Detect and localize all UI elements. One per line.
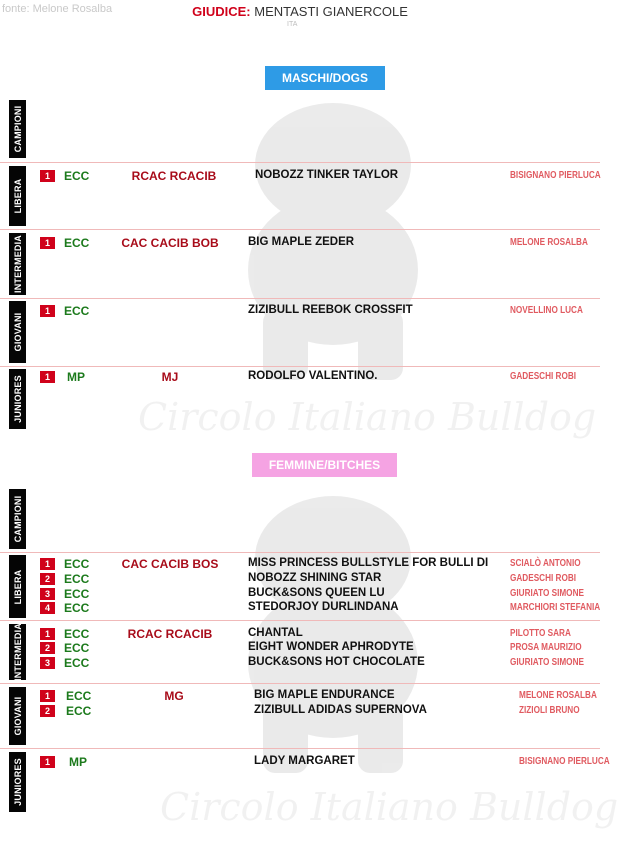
owner-name: NOVELLINO LUCA	[510, 305, 583, 316]
qualification: MP	[67, 370, 85, 384]
class-tab-libera	[9, 555, 26, 618]
rank-badge: 2	[40, 705, 55, 717]
class-tab-giovani	[9, 687, 26, 745]
judge-name: MENTASTI GIANERCOLE	[254, 4, 408, 19]
dog-name: BUCK&SONS HOT CHOCOLATE	[248, 656, 425, 668]
owner-name: MELONE ROSALBA	[510, 237, 588, 248]
qualification: ECC	[66, 689, 92, 703]
rank-badge: 1	[40, 628, 55, 640]
title-award: MG	[164, 689, 184, 703]
owner-name: GIURIATO SIMONE	[510, 588, 584, 599]
class-label: GIOVANI	[12, 312, 23, 352]
dog-name: BIG MAPLE ENDURANCE	[254, 689, 395, 701]
rank-badge: 1	[40, 756, 55, 768]
separator	[0, 620, 600, 621]
class-label: GIOVANI	[12, 696, 23, 736]
class-label: CAMPIONI	[12, 495, 23, 543]
separator	[0, 298, 600, 299]
owner-name: GADESCHI ROBI	[510, 573, 577, 584]
dog-name: EIGHT WONDER APHRODYTE	[248, 641, 414, 653]
owner-name: ZIZIOLI BRUNO	[519, 705, 580, 716]
separator	[0, 366, 600, 367]
judge-label: GIUDICE:	[192, 4, 251, 19]
rank-badge: 1	[40, 305, 55, 317]
title-award: CAC CACIB BOB	[121, 236, 219, 250]
dog-name: NOBOZZ TINKER TAYLOR	[255, 169, 399, 181]
title-award: RCAC RCACIB	[131, 169, 217, 183]
title-award: RCAC RCACIB	[127, 627, 213, 641]
rank-badge: 1	[40, 170, 55, 182]
class-tab-intermedia	[9, 624, 26, 680]
class-label: INTERMEDIA	[12, 623, 23, 681]
judge-heading	[0, 4, 600, 19]
class-tab-libera	[9, 166, 26, 226]
qualification: ECC	[64, 601, 90, 615]
owner-name: BISIGNANO PIERLUCA	[510, 170, 601, 181]
dog-name: ZIZIBULL ADIDAS SUPERNOVA	[254, 704, 427, 716]
dog-name: CHANTAL	[248, 627, 303, 639]
owner-name: SCIALÒ ANTONIO	[510, 558, 581, 569]
separator	[0, 162, 600, 163]
qualification: ECC	[64, 572, 90, 586]
rank-badge: 1	[40, 690, 55, 702]
separator	[0, 748, 600, 749]
owner-name: PROSA MAURIZIO	[510, 642, 582, 653]
qualification: ECC	[64, 641, 90, 655]
qualification: ECC	[66, 704, 92, 718]
separator	[0, 683, 600, 684]
dog-name: ZIZIBULL REEBOK CROSSFIT	[248, 304, 413, 316]
class-tab-campioni	[9, 100, 26, 158]
class-label: LIBERA	[12, 569, 23, 604]
owner-name: GADESCHI ROBI	[510, 371, 577, 382]
qualification: MP	[69, 755, 87, 769]
qualification: ECC	[64, 587, 90, 601]
qualification: ECC	[64, 656, 90, 670]
owner-name: MARCHIORI STEFANIA	[510, 602, 601, 613]
class-tab-intermedia	[9, 233, 26, 295]
rank-badge: 1	[40, 371, 55, 383]
qualification: ECC	[64, 557, 90, 571]
dog-name: BIG MAPLE ZEDER	[248, 236, 355, 248]
class-label: CAMPIONI	[12, 105, 23, 153]
class-tab-juniores	[9, 752, 26, 812]
rank-badge: 2	[40, 573, 55, 585]
class-label: INTERMEDIA	[12, 235, 23, 293]
owner-name: MELONE ROSALBA	[519, 690, 597, 701]
qualification: ECC	[64, 304, 90, 318]
rank-badge: 3	[40, 657, 55, 669]
title-award: CAC CACIB BOS	[121, 557, 219, 571]
class-label: JUNIORES	[12, 758, 23, 806]
dog-name: STEDORJOY DURLINDANA	[248, 601, 399, 613]
qualification: ECC	[64, 627, 90, 641]
rank-badge: 2	[40, 642, 55, 654]
bulldog-watermark-icon	[218, 85, 448, 385]
qualification: ECC	[64, 169, 90, 183]
class-tab-campioni	[9, 489, 26, 549]
class-tab-giovani	[9, 301, 26, 363]
females-heading: FEMMINE/BITCHES	[252, 453, 397, 477]
class-label: LIBERA	[12, 178, 23, 214]
title-award: MJ	[161, 370, 179, 384]
males-heading: MASCHI/DOGS	[265, 66, 385, 90]
rank-badge: 4	[40, 602, 55, 614]
dog-name: NOBOZZ SHINING STAR	[248, 572, 382, 584]
dog-name: BUCK&SONS QUEEN LU	[248, 587, 385, 599]
dog-name: LADY MARGARET	[254, 755, 355, 767]
dog-name: MISS PRINCESS BULLSTYLE FOR BULLI DI	[248, 557, 489, 569]
dog-name: RODOLFO VALENTINO.	[248, 370, 378, 382]
judge-country: ITA	[287, 21, 298, 28]
rank-badge: 1	[40, 558, 55, 570]
owner-name: PILOTTO SARA	[510, 628, 571, 639]
watermark-text: Circolo Italiano Bulldog	[160, 785, 618, 829]
rank-badge: 3	[40, 588, 55, 600]
separator	[0, 552, 600, 553]
owner-name: GIURIATO SIMONE	[510, 657, 584, 668]
class-label: JUNIORES	[12, 375, 23, 423]
qualification: ECC	[64, 236, 90, 250]
watermark-text: Circolo Italiano Bulldog	[138, 395, 597, 439]
source-credit: fonte: Melone Rosalba	[2, 3, 113, 15]
owner-name: BISIGNANO PIERLUCA	[519, 756, 610, 767]
class-tab-juniores	[9, 369, 26, 429]
rank-badge: 1	[40, 237, 55, 249]
separator	[0, 229, 600, 230]
